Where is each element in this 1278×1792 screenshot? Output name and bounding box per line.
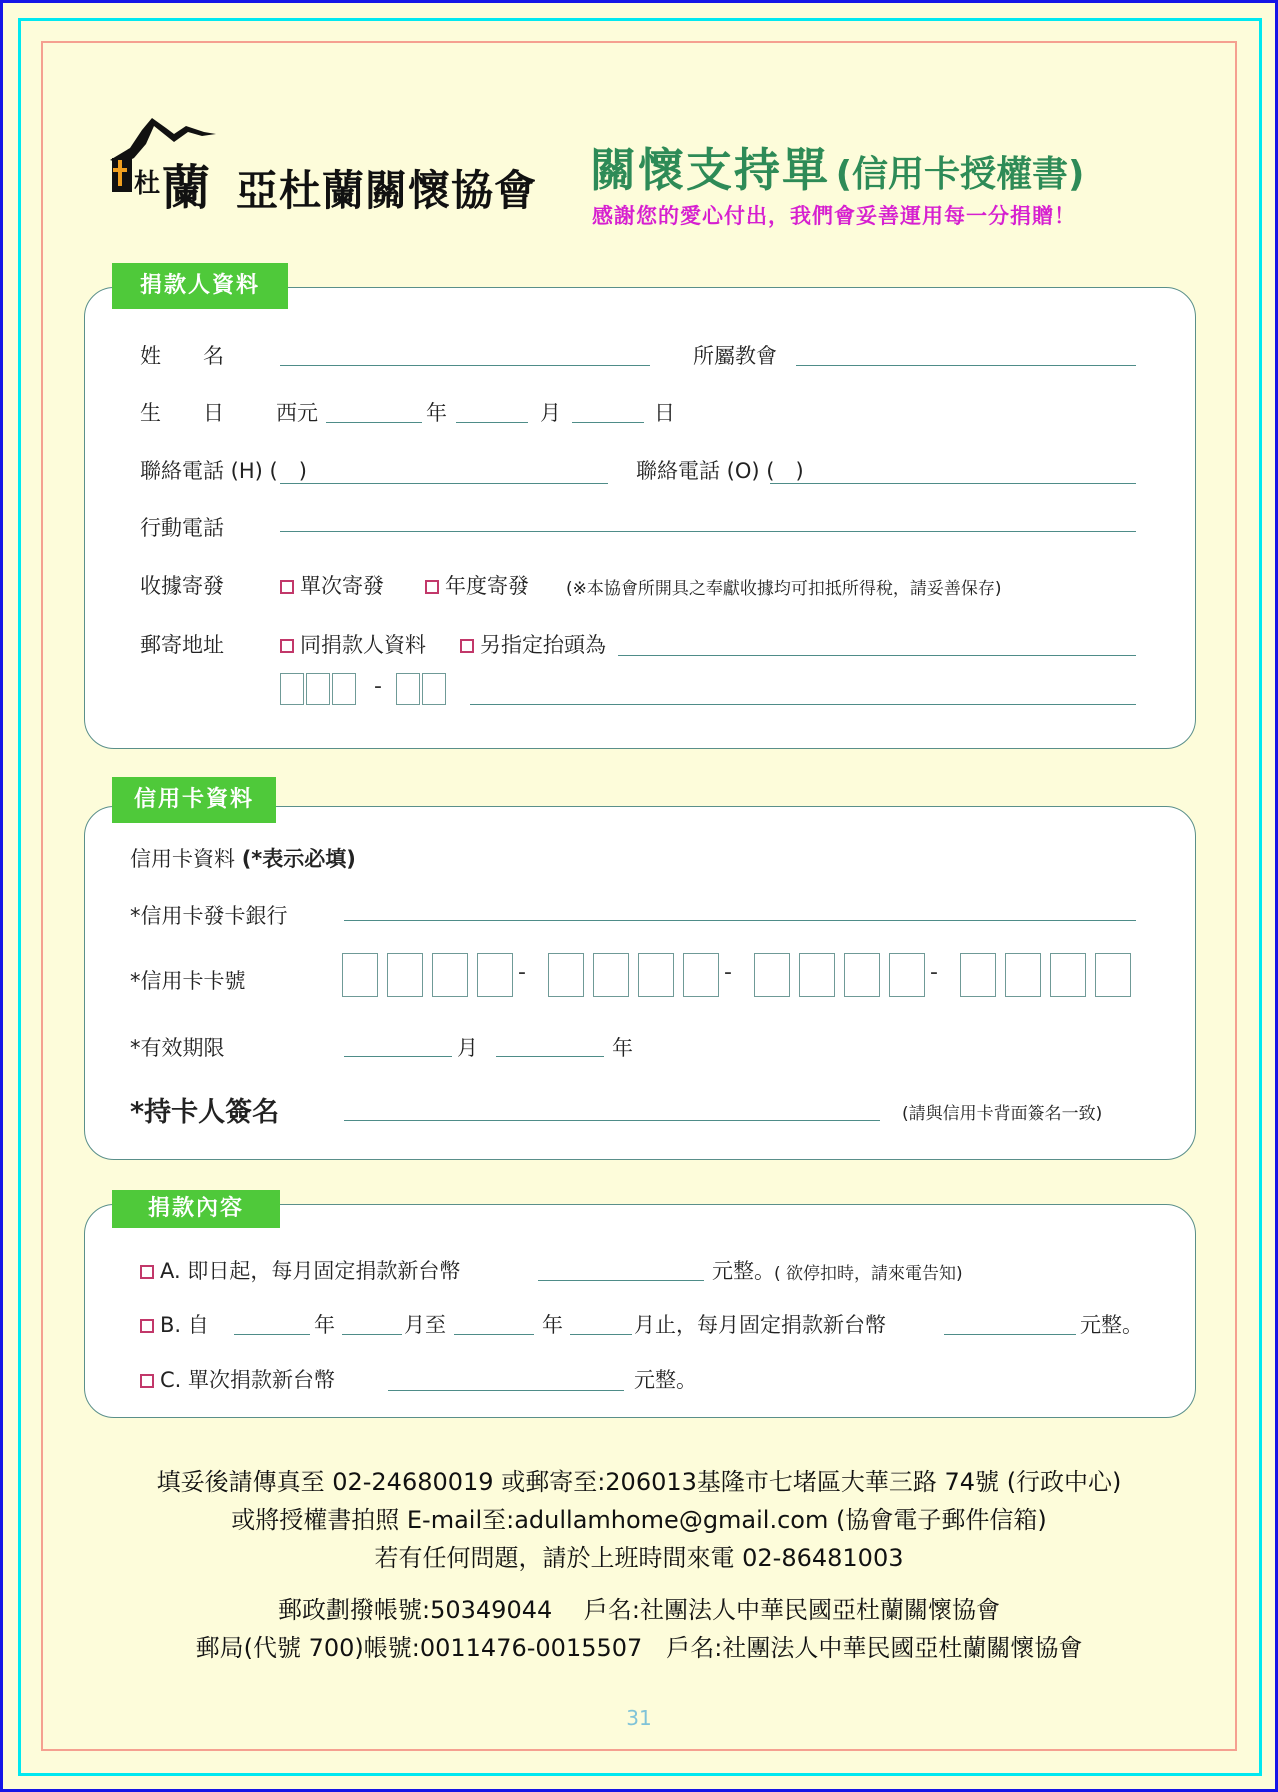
name-label: 姓 名 (140, 344, 224, 368)
footer-email: 或將授權書拍照 E-mail至:adullamhome@gmail.com (協會電子郵件信箱) (231, 1506, 1047, 1534)
expiry-label: *有效期限 (130, 1036, 225, 1060)
birthday-day-field[interactable] (572, 422, 644, 423)
address-field[interactable] (470, 704, 1136, 705)
name-field[interactable] (280, 365, 650, 366)
receipt-single-label: 單次寄發 (300, 574, 384, 598)
phone-home-field[interactable] (280, 483, 608, 484)
form-title (590, 134, 1085, 200)
option-b-text: B. 自 (160, 1313, 209, 1337)
option-a-note: ( 欲停扣時，請來電告知) (774, 1264, 963, 1284)
card-digit-box[interactable] (1050, 953, 1086, 997)
option-b-end-month-field[interactable] (570, 1334, 632, 1335)
receipt-label: 收據寄發 (140, 574, 224, 598)
phone-office-label: 聯絡電話 (O) ( ) (636, 459, 804, 483)
address-other-label: 另指定抬頭為 (480, 633, 606, 657)
card-digit-box[interactable] (754, 953, 790, 997)
checkbox-icon[interactable] (140, 1319, 154, 1333)
receipt-annual-label: 年度寄發 (445, 574, 529, 598)
org-logo (108, 114, 218, 218)
footer-phone: 若有任何問題，請於上班時間來電 02-86481003 (374, 1544, 904, 1572)
card-digit-box[interactable] (1005, 953, 1041, 997)
footer-fax-address: 填妥後請傳真至 02-24680019 或郵寄至:206013基隆市七堵區大華三路 74號 (行政中心) (156, 1468, 1122, 1496)
option-a[interactable] (140, 1255, 460, 1285)
birthday-year-field[interactable] (326, 422, 422, 423)
option-b-month1: 月至 (404, 1313, 446, 1337)
donor-section-tab: 捐款人資料 (112, 263, 288, 309)
option-c-amount-field[interactable] (388, 1390, 624, 1391)
birthday-month-field[interactable] (456, 422, 528, 423)
address-same-label: 同捐款人資料 (300, 633, 426, 657)
birthday-day-unit: 日 (654, 401, 675, 425)
option-a-amount-field[interactable] (538, 1280, 704, 1281)
card-digit-box[interactable] (342, 953, 378, 997)
address-same-option[interactable] (280, 629, 426, 659)
receipt-single-option[interactable] (280, 570, 384, 600)
card-heading-text: 信用卡資料 (130, 847, 242, 871)
card-heading (130, 843, 356, 873)
expiry-year-unit: 年 (612, 1036, 633, 1060)
card-digit-box[interactable] (638, 953, 674, 997)
phone-office-field[interactable] (770, 483, 1136, 484)
form-title-sub: (信用卡授權書) (835, 154, 1085, 195)
donation-section-tab: 捐款內容 (112, 1190, 280, 1228)
card-digit-box[interactable] (593, 953, 629, 997)
option-a-text: A. 即日起，每月固定捐款新台幣 (160, 1259, 461, 1283)
option-b-suffix: 元整。 (1080, 1313, 1143, 1337)
mobile-label: 行動電話 (140, 516, 224, 540)
phone-home-label: 聯絡電話 (H) ( ) (140, 459, 307, 483)
option-a-suffix: 元整。 (712, 1259, 775, 1283)
option-c-suffix: 元整。 (634, 1368, 697, 1392)
checkbox-icon[interactable] (140, 1374, 154, 1388)
option-c-text: C. 單次捐款新台幣 (160, 1368, 336, 1392)
option-b-year1: 年 (314, 1313, 335, 1337)
zip-digit-box[interactable] (332, 673, 356, 705)
card-digit-box[interactable] (548, 953, 584, 997)
address-title-field[interactable] (618, 655, 1136, 656)
option-b-year2: 年 (542, 1313, 563, 1337)
option-b-amount-field[interactable] (944, 1334, 1076, 1335)
address-label: 郵寄地址 (140, 633, 224, 657)
mobile-field[interactable] (280, 531, 1136, 532)
checkbox-icon[interactable] (280, 639, 294, 653)
zip-digit-box[interactable] (422, 673, 446, 705)
option-b-end-year-field[interactable] (454, 1334, 534, 1335)
org-name: 亞杜蘭關懷協會 (236, 166, 538, 215)
signature-label: *持卡人簽名 (130, 1097, 280, 1128)
zip-dash: - (374, 674, 382, 699)
svg-text:杜: 杜 (134, 169, 161, 199)
checkbox-icon[interactable] (140, 1265, 154, 1279)
card-digit-box[interactable] (799, 953, 835, 997)
card-digit-box[interactable] (1095, 953, 1131, 997)
page-number: 31 (626, 1706, 652, 1730)
option-b-month2: 月止，每月固定捐款新台幣 (634, 1313, 886, 1337)
card-digit-box[interactable] (432, 953, 468, 997)
option-b[interactable] (140, 1309, 209, 1339)
card-digit-box[interactable] (960, 953, 996, 997)
card-section-tab: 信用卡資料 (112, 777, 276, 823)
footer-post-account: 郵局(代號 700)帳號:0011476-0015507 戶名:社團法人中華民國亞杜蘭關懷協會 (195, 1634, 1083, 1662)
card-digit-box[interactable] (844, 953, 880, 997)
svg-text:蘭: 蘭 (162, 160, 211, 216)
birthday-era: 西元 (276, 401, 318, 425)
zip-digit-box[interactable] (306, 673, 330, 705)
card-digit-box[interactable] (683, 953, 719, 997)
receipt-note: (※本協會所開具之奉獻收據均可扣抵所得稅，請妥善保存) (566, 579, 1002, 599)
option-b-start-year-field[interactable] (234, 1334, 310, 1335)
zip-digit-box[interactable] (280, 673, 304, 705)
bank-label: *信用卡發卡銀行 (130, 904, 288, 928)
required-note: (*表示必填) (241, 847, 356, 871)
signature-note: (請與信用卡背面簽名一致) (902, 1104, 1103, 1124)
footer-postal-transfer: 郵政劃撥帳號:50349044 戶名:社團法人中華民國亞杜蘭關懷協會 (278, 1596, 1000, 1624)
zip-digit-box[interactable] (396, 673, 420, 705)
tagline: 感謝您的愛心付出，我們會妥善運用每一分捐贈！ (592, 204, 1076, 228)
card-number-dash: - (518, 960, 526, 985)
card-digit-box[interactable] (889, 953, 925, 997)
checkbox-icon[interactable] (425, 580, 439, 594)
card-number-label: *信用卡卡號 (130, 969, 246, 993)
receipt-annual-option[interactable] (425, 570, 529, 600)
card-number-dash: - (724, 960, 732, 985)
expiry-month-field[interactable] (344, 1056, 452, 1057)
birthday-label: 生 日 (140, 401, 224, 425)
checkbox-icon[interactable] (280, 580, 294, 594)
option-b-start-month-field[interactable] (342, 1334, 402, 1335)
donor-section (84, 287, 1196, 749)
signature-field[interactable] (344, 1120, 880, 1121)
card-digit-box[interactable] (387, 953, 423, 997)
card-digit-box[interactable] (477, 953, 513, 997)
bank-field[interactable] (344, 920, 1136, 921)
option-c[interactable] (140, 1364, 335, 1394)
card-number-dash: - (930, 960, 938, 985)
checkbox-icon[interactable] (460, 639, 474, 653)
address-other-option[interactable] (460, 629, 606, 659)
expiry-year-field[interactable] (496, 1056, 604, 1057)
church-field[interactable] (796, 365, 1136, 366)
church-label: 所屬教會 (693, 344, 777, 368)
form-title-main: 關懷支持單 (590, 143, 830, 197)
expiry-month-unit: 月 (457, 1036, 478, 1060)
birthday-year-unit: 年 (426, 401, 447, 425)
birthday-month-unit: 月 (540, 401, 561, 425)
